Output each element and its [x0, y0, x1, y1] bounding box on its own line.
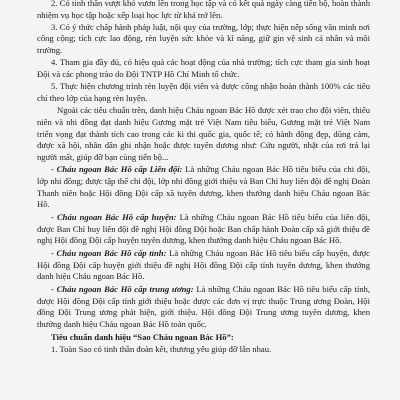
level-huyen [37, 212, 370, 247]
level-trung-uong-title: - Cháu ngoan Bác Hồ cấp trung ương: [51, 283, 194, 294]
intro-paragraph: Ngoài các tiêu chuẩn trên, danh hiệu Cháu ngoan Bác Hồ được xét trao cho đội viên, thiếu niên và nhi đồng đạt danh hiệu Gương mặt trẻ Việt Nam tiêu biểu, Gương mặt trẻ Việt Nam triển vọng đạt thành tích cao trong các kì thi quốc gia, quốc tế; có hành động đẹp, dũng cảm, được xã hội, nhân dân ghi nhận hoặc được tuyên dương như: Cứu người, nhặt của rơi trả lại người mất, giúp đỡ bạn cùng tiến bộ... [37, 105, 370, 162]
level-huyen-title: - Cháu ngoan Bác Hồ cấp huyện: [51, 212, 177, 223]
page-bottom-edge [0, 392, 400, 400]
level-tinh-title: - Cháu ngoan Bác Hồ cấp tỉnh: [51, 248, 167, 258]
level-trung-uong-text: Là những Cháu ngoan Bác Hồ tiêu biểu cấp tỉnh, được Hội đồng Đội cấp tỉnh giới thiệu hoặc được các đơn vị trực thuộc Trung ương Đoàn, Hội đồng Đội Trung ương phát hiện, giới thiệu. Hội đồng Đội Trung ương tuyên dương, khen thưởng danh hiệu Cháu ngoan Bác Hồ toàn quốc. [37, 283, 370, 329]
level-lien-doi-title: - Cháu ngoan Bác Hồ cấp Liên đội: [51, 164, 183, 175]
star-criterion-1: 1. Toàn Sao có tinh thần đoàn kết, thương yêu giúp đỡ lẫn nhau. [51, 343, 272, 354]
level-trung-uong [37, 284, 370, 330]
level-tinh [37, 248, 370, 283]
document-body [37, 0, 370, 355]
criterion-2: 2. Có tinh thần vượt khó vươn lên trong học tập và có kết quả ngày càng tiến bộ, hoàn thành nhiệm vụ học tập hoặc xếp loại học lực từ khá trở lên. [37, 0, 370, 20]
level-tinh-text: Là những Cháu ngoan Bác Hồ tiêu biểu cấp huyện, được Hội đồng Đội cấp huyện giới thiệu đề nghị Hội đồng Đội cấp tỉnh tuyên dương, khen thưởng danh hiệu Cháu ngoan Bác Hồ. [37, 248, 370, 282]
criterion-4: 4. Tham gia đầy đủ, có hiệu quả các hoạt động của nhà trường; tích cực tham gia sinh hoạt Đội và các phong trào do Đội TNTP Hồ Chí Minh tổ chức. [37, 57, 370, 79]
level-lien-doi [37, 164, 370, 210]
level-lien-doi-text: Là những Cháu ngoan Bác Hồ tiêu biểu của chi đội, lớp nhi đồng; được tập thể chi đội, lớp nhi đồng giới thiệu và Ban Chỉ huy liên đội đề nghị Đoàn Thanh niên hoặc Hội đồng Đội cấp xã tuyên dương, khen thưởng danh hiệu Cháu ngoan Bác Hồ. [37, 164, 370, 210]
criterion-3: 3. Có ý thức chấp hành pháp luật, nội quy của trường, lớp; thực hiện nếp sống văn minh nơi công cộng; tích cực lao động, rèn luyện sức khỏe và kĩ năng, giữ gìn vệ sinh cá nhân và môi trường. [37, 21, 370, 55]
criterion-5: 5. Thực hiện chương trình rèn luyện đội viên và được công nhận hoàn thành 100% các tiêu chí theo lớp của hạng rèn luyện. [37, 80, 370, 103]
section-heading: Tiêu chuẩn danh hiệu “Sao Cháu ngoan Bác Hồ”: [51, 331, 234, 342]
level-huyen-text: Là những Cháu ngoan Bác Hồ tiêu biểu của liên đội, được Ban Chỉ huy liên đội đề nghị Hội đồng Đội hoặc Ban chấp hành Đoàn cấp xã giới thiệu đề nghị Hội đồng Đội cấp huyện tuyên dương, khen thưởng danh hiệu Cháu ngoan Bác Hồ. [37, 212, 371, 246]
